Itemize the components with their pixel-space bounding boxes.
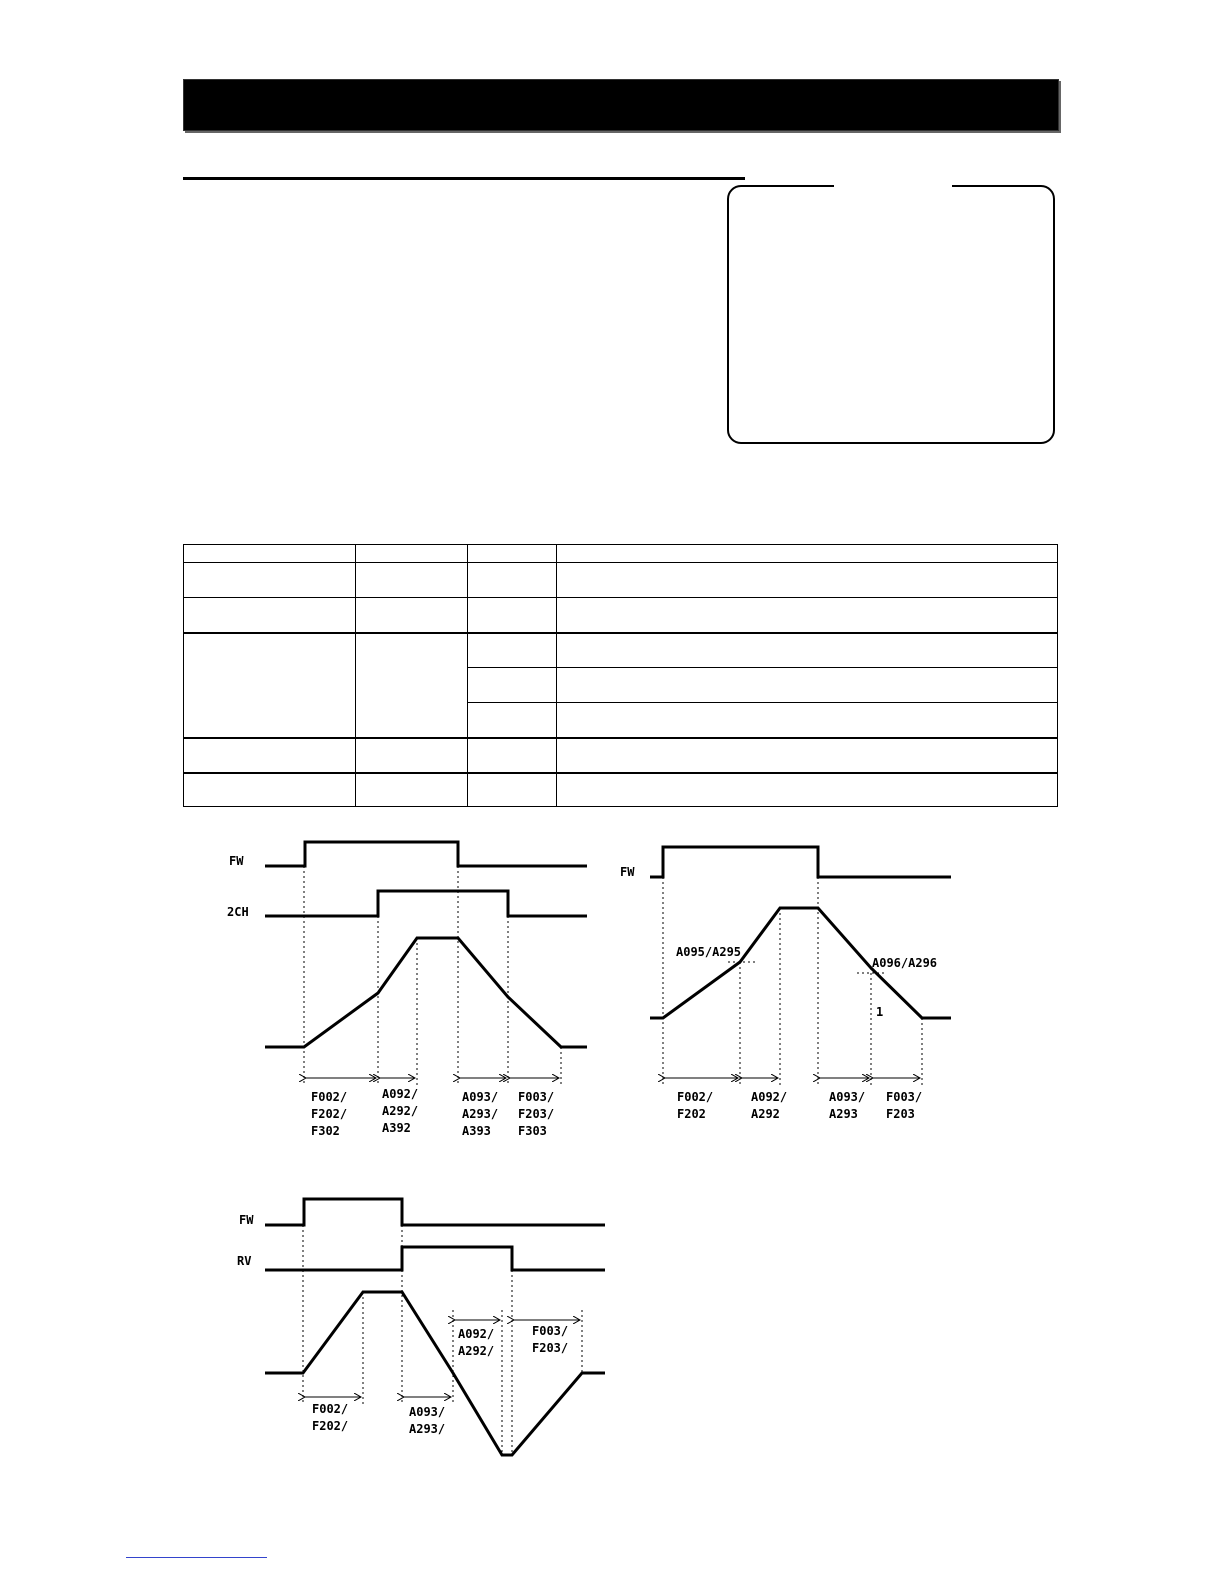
fw-signal-waveform xyxy=(265,842,587,866)
threshold-marks xyxy=(728,962,885,973)
interval-label-accel1 xyxy=(677,1090,713,1121)
svg-text:A393: A393 xyxy=(462,1124,491,1138)
interval-label-accel1 xyxy=(311,1090,347,1138)
svg-text:F202/: F202/ xyxy=(312,1419,349,1433)
signal-label-fw: FW xyxy=(620,865,635,879)
output-frequency-curve xyxy=(265,938,587,1047)
interval-label-decel2 xyxy=(829,1090,865,1121)
svg-text:A392: A392 xyxy=(382,1121,411,1135)
fw-signal-waveform xyxy=(265,1199,605,1225)
svg-text:A092/: A092/ xyxy=(458,1327,495,1341)
svg-text:F302: F302 xyxy=(311,1124,340,1138)
interval-label-decel1 xyxy=(518,1090,554,1138)
svg-text:A293/: A293/ xyxy=(462,1107,499,1121)
svg-text:A292/: A292/ xyxy=(458,1344,495,1358)
interval-label-decel2 xyxy=(462,1090,498,1138)
svg-text:A093/: A093/ xyxy=(462,1090,499,1104)
svg-text:A292: A292 xyxy=(751,1107,780,1121)
timing-diagram-3 xyxy=(237,1199,605,1455)
footer-link-underline[interactable] xyxy=(126,1557,267,1558)
interval-label-decel1 xyxy=(886,1090,922,1121)
rv-signal-waveform xyxy=(265,1247,605,1270)
svg-text:F203/: F203/ xyxy=(532,1341,569,1355)
guide-lines xyxy=(304,866,561,1085)
timing-diagram-1 xyxy=(227,842,587,1138)
svg-text:F003/: F003/ xyxy=(532,1324,569,1338)
svg-text:A293/: A293/ xyxy=(409,1422,446,1436)
svg-text:F202: F202 xyxy=(677,1107,706,1121)
svg-text:F203: F203 xyxy=(886,1107,915,1121)
signal-label-2ch: 2CH xyxy=(227,905,249,919)
fw-signal-waveform xyxy=(650,847,951,877)
svg-text:F003/: F003/ xyxy=(518,1090,555,1104)
signal-label-rv: RV xyxy=(237,1254,252,1268)
svg-text:F202/: F202/ xyxy=(311,1107,348,1121)
svg-text:A292/: A292/ xyxy=(382,1104,419,1118)
interval-label-decel2 xyxy=(409,1405,445,1436)
interval-label-accel xyxy=(312,1402,348,1433)
svg-text:F303: F303 xyxy=(518,1124,547,1138)
svg-text:F003/: F003/ xyxy=(886,1090,923,1104)
svg-text:A293: A293 xyxy=(829,1107,858,1121)
timing-diagram-2 xyxy=(620,847,951,1121)
interval-label-accel2 xyxy=(382,1087,418,1135)
svg-text:A092/: A092/ xyxy=(382,1087,419,1101)
svg-text:A093/: A093/ xyxy=(409,1405,446,1419)
accel-switch-threshold-label: A095/A295 xyxy=(676,945,742,959)
svg-text:A093/: A093/ xyxy=(829,1090,866,1104)
decel-switch-threshold-label: A096/A296 xyxy=(872,956,938,970)
svg-text:F002/: F002/ xyxy=(677,1090,714,1104)
note-marker: 1 xyxy=(876,1005,884,1019)
interval-label-decel1 xyxy=(532,1324,568,1355)
svg-text:F002/: F002/ xyxy=(311,1090,348,1104)
2ch-signal-waveform xyxy=(265,891,587,916)
signal-label-fw: FW xyxy=(229,854,244,868)
signal-label-fw: FW xyxy=(239,1213,254,1227)
interval-label-accel2 xyxy=(751,1090,787,1121)
svg-text:F002/: F002/ xyxy=(312,1402,349,1416)
svg-text:A092/: A092/ xyxy=(751,1090,788,1104)
interval-label-accel2 xyxy=(458,1327,494,1358)
svg-text:F203/: F203/ xyxy=(518,1107,555,1121)
